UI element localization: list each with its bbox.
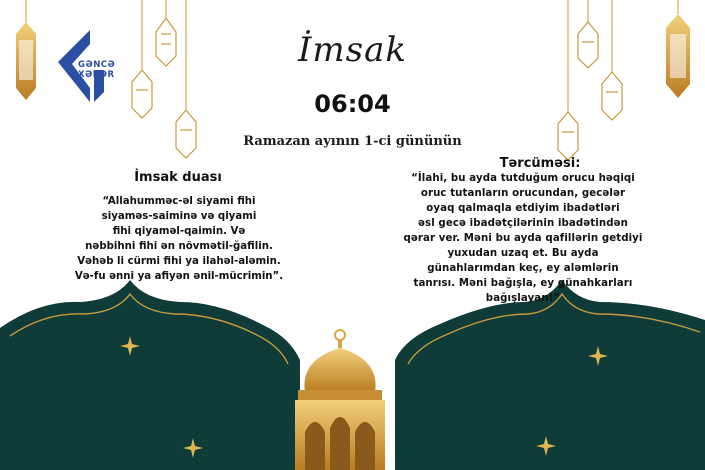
prayer-text: “Allahumməc-əl siyami fihi siyaməs-saiminə və qiyami fihi qiyaməl-qaimin. Və nəbbihni fihi ən növmətil-ğafilin. Vəhəb li cürmi fihi ya ilahəl-aləmin. Və-fu ənni ya afiyən ənil-mücrimin”. bbox=[74, 196, 284, 282]
arch-right bbox=[395, 280, 705, 470]
logo-line1: GƏNCƏ bbox=[78, 60, 116, 70]
logo-line2: XƏBƏR bbox=[78, 70, 115, 80]
page-title: İmsak bbox=[298, 30, 407, 70]
prayer-heading: İmsak duası bbox=[134, 170, 222, 185]
mosque-dome-icon bbox=[295, 330, 385, 470]
imsak-time: 06:04 bbox=[314, 90, 391, 118]
subtitle: Ramazan ayının 1-ci gününün bbox=[243, 134, 462, 149]
arch-left bbox=[0, 280, 300, 470]
translation-heading: Tərcüməsi: bbox=[499, 156, 581, 171]
translation-text: “İlahi, bu ayda tutduğum orucu həqiqi oruc tutanların orucundan, gecələr oyaq qalmaqla etdiyim ibadətləri əsl gecə ibadətçilərinin ibadətindən qərar ver. Məni bu ayda qafillərin getdiyi yuxudan uzaq et. Bu ayda günahlarımdan keç, ey aləmlərin tanrısı. Məni bağışla, ey günahkarları bağışlayan!” bbox=[403, 173, 643, 304]
